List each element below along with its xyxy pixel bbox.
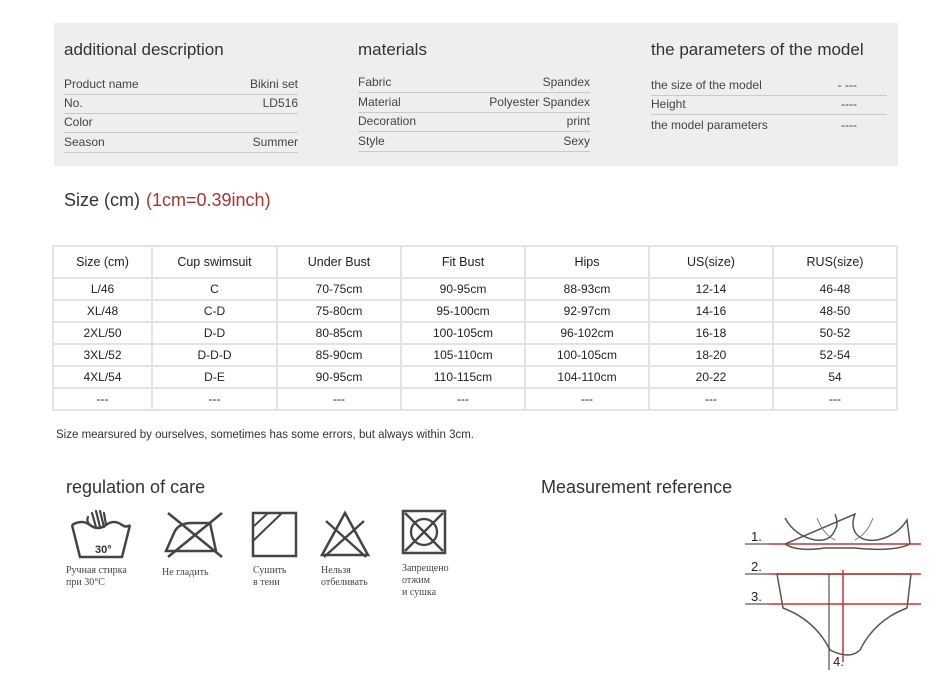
hand-wash-30-icon <box>66 507 136 562</box>
table-cell: 48-50 <box>773 300 897 322</box>
table-cell: L/46 <box>53 278 152 300</box>
table-cell: 80-85cm <box>277 322 401 344</box>
table-row <box>53 388 897 410</box>
info-value: Spandex <box>542 75 590 89</box>
column-header: Size (cm) <box>53 246 152 278</box>
info-label: Decoration <box>358 114 417 128</box>
table-cell: 52-54 <box>773 344 897 366</box>
info-label: Product name <box>64 77 139 91</box>
table-row <box>53 278 897 300</box>
info-value: Summer <box>252 135 298 149</box>
no-tumble-dry-icon <box>400 507 450 562</box>
column-header: Cup swimsuit <box>152 246 277 278</box>
no-bleach-icon <box>318 507 373 562</box>
table-cell: D-D-D <box>152 344 277 366</box>
care-label: Нельзя отбеливать <box>321 565 368 588</box>
info-row <box>64 75 298 95</box>
size-table <box>52 245 898 411</box>
info-label: No. <box>64 96 83 110</box>
info-row <box>64 113 298 133</box>
care-label: Сушить в тени <box>253 565 287 588</box>
info-label: Style <box>358 134 385 148</box>
bikini-measurement-illustration <box>705 500 950 684</box>
table-cell: --- <box>152 388 277 410</box>
info-row <box>651 95 887 115</box>
table-cell: --- <box>401 388 525 410</box>
table-cell: 105-110cm <box>401 344 525 366</box>
table-cell: 95-100cm <box>401 300 525 322</box>
table-cell: 75-80cm <box>277 300 401 322</box>
table-cell: 12-14 <box>649 278 773 300</box>
care-title: regulation of care <box>66 477 206 497</box>
table-cell: 92-97cm <box>525 300 649 322</box>
table-cell: 100-105cm <box>525 344 649 366</box>
marker-4: 4. <box>833 654 844 669</box>
info-value: Polyester Spandex <box>489 95 590 109</box>
additional-description-title: additional description <box>64 40 224 59</box>
info-label: Season <box>64 135 105 149</box>
table-cell: C <box>152 278 277 300</box>
info-value: - --- <box>837 78 857 92</box>
table-cell: 16-18 <box>649 322 773 344</box>
table-cell: 90-95cm <box>401 278 525 300</box>
column-header: Under Bust <box>277 246 401 278</box>
marker-1: 1. <box>751 529 762 544</box>
care-label: Не гладить <box>162 567 209 578</box>
table-cell: C-D <box>152 300 277 322</box>
size-chart-title <box>64 190 271 211</box>
marker-3: 3. <box>751 589 762 604</box>
table-cell: 46-48 <box>773 278 897 300</box>
size-title-text: Size (cm) <box>64 190 140 210</box>
care-item <box>250 507 320 588</box>
product-info-panel <box>54 23 898 166</box>
info-label: Fabric <box>358 75 392 89</box>
info-value: Bikini set <box>249 77 298 91</box>
table-cell: --- <box>53 388 152 410</box>
table-row <box>53 344 897 366</box>
info-row <box>358 132 590 152</box>
info-row <box>64 133 298 153</box>
table-cell: 85-90cm <box>277 344 401 366</box>
column-header: US(size) <box>649 246 773 278</box>
no-iron-icon <box>160 507 230 562</box>
info-row <box>358 73 590 93</box>
info-row <box>651 116 887 135</box>
info-row <box>358 112 590 132</box>
model-parameters-title: the parameters of the model <box>651 40 864 59</box>
table-row <box>53 366 897 388</box>
info-value: LD516 <box>262 96 298 110</box>
info-value: print <box>566 114 590 128</box>
care-item <box>66 507 136 588</box>
care-item <box>318 507 388 588</box>
table-cell: 88-93cm <box>525 278 649 300</box>
info-value: Sexy <box>563 134 590 148</box>
table-row <box>53 322 897 344</box>
care-label: Запрещено отжим и сушка <box>402 563 449 598</box>
table-row <box>53 300 897 322</box>
info-label: the model parameters <box>651 118 768 132</box>
table-cell: XL/48 <box>53 300 152 322</box>
care-label: Ручная стирка при 30°C <box>66 565 127 588</box>
info-label: Material <box>358 95 401 109</box>
info-value: ---- <box>841 118 857 132</box>
materials-title: materials <box>358 40 427 59</box>
measurement-title: Measurement reference <box>541 477 733 497</box>
table-cell: 2XL/50 <box>53 322 152 344</box>
table-cell: 110-115cm <box>401 366 525 388</box>
table-cell: 50-52 <box>773 322 897 344</box>
marker-2: 2. <box>751 559 762 574</box>
conversion-note: (1cm=0.39inch) <box>146 190 271 210</box>
table-cell: --- <box>649 388 773 410</box>
table-cell: 3XL/52 <box>53 344 152 366</box>
table-cell: 96-102cm <box>525 322 649 344</box>
table-cell: 70-75cm <box>277 278 401 300</box>
table-cell: D-D <box>152 322 277 344</box>
table-cell: 18-20 <box>649 344 773 366</box>
table-cell: 90-95cm <box>277 366 401 388</box>
column-header: Hips <box>525 246 649 278</box>
wash-temperature: 30° <box>95 544 112 556</box>
table-cell: 54 <box>773 366 897 388</box>
measurement-diagram <box>705 500 950 684</box>
info-label: Color <box>64 115 93 129</box>
care-item <box>160 507 230 578</box>
table-cell: --- <box>525 388 649 410</box>
info-row <box>358 93 590 113</box>
table-cell: --- <box>773 388 897 410</box>
dry-in-shade-icon <box>250 507 300 562</box>
column-header: RUS(size) <box>773 246 897 278</box>
info-value: ---- <box>841 97 857 111</box>
size-error-note: Size mearsured by ourselves, sometimes has some errors, but always within 3cm. <box>56 429 474 441</box>
info-label: Height <box>651 97 686 111</box>
table-cell: 20-22 <box>649 366 773 388</box>
table-cell: 4XL/54 <box>53 366 152 388</box>
table-cell: --- <box>277 388 401 410</box>
care-item <box>400 507 470 598</box>
table-cell: 104-110cm <box>525 366 649 388</box>
column-header: Fit Bust <box>401 246 525 278</box>
table-header-row <box>53 246 897 278</box>
table-cell: 14-16 <box>649 300 773 322</box>
table-cell: 100-105cm <box>401 322 525 344</box>
table-cell: D-E <box>152 366 277 388</box>
info-row <box>651 76 887 96</box>
info-label: the size of the model <box>651 78 762 92</box>
info-row <box>64 94 298 114</box>
